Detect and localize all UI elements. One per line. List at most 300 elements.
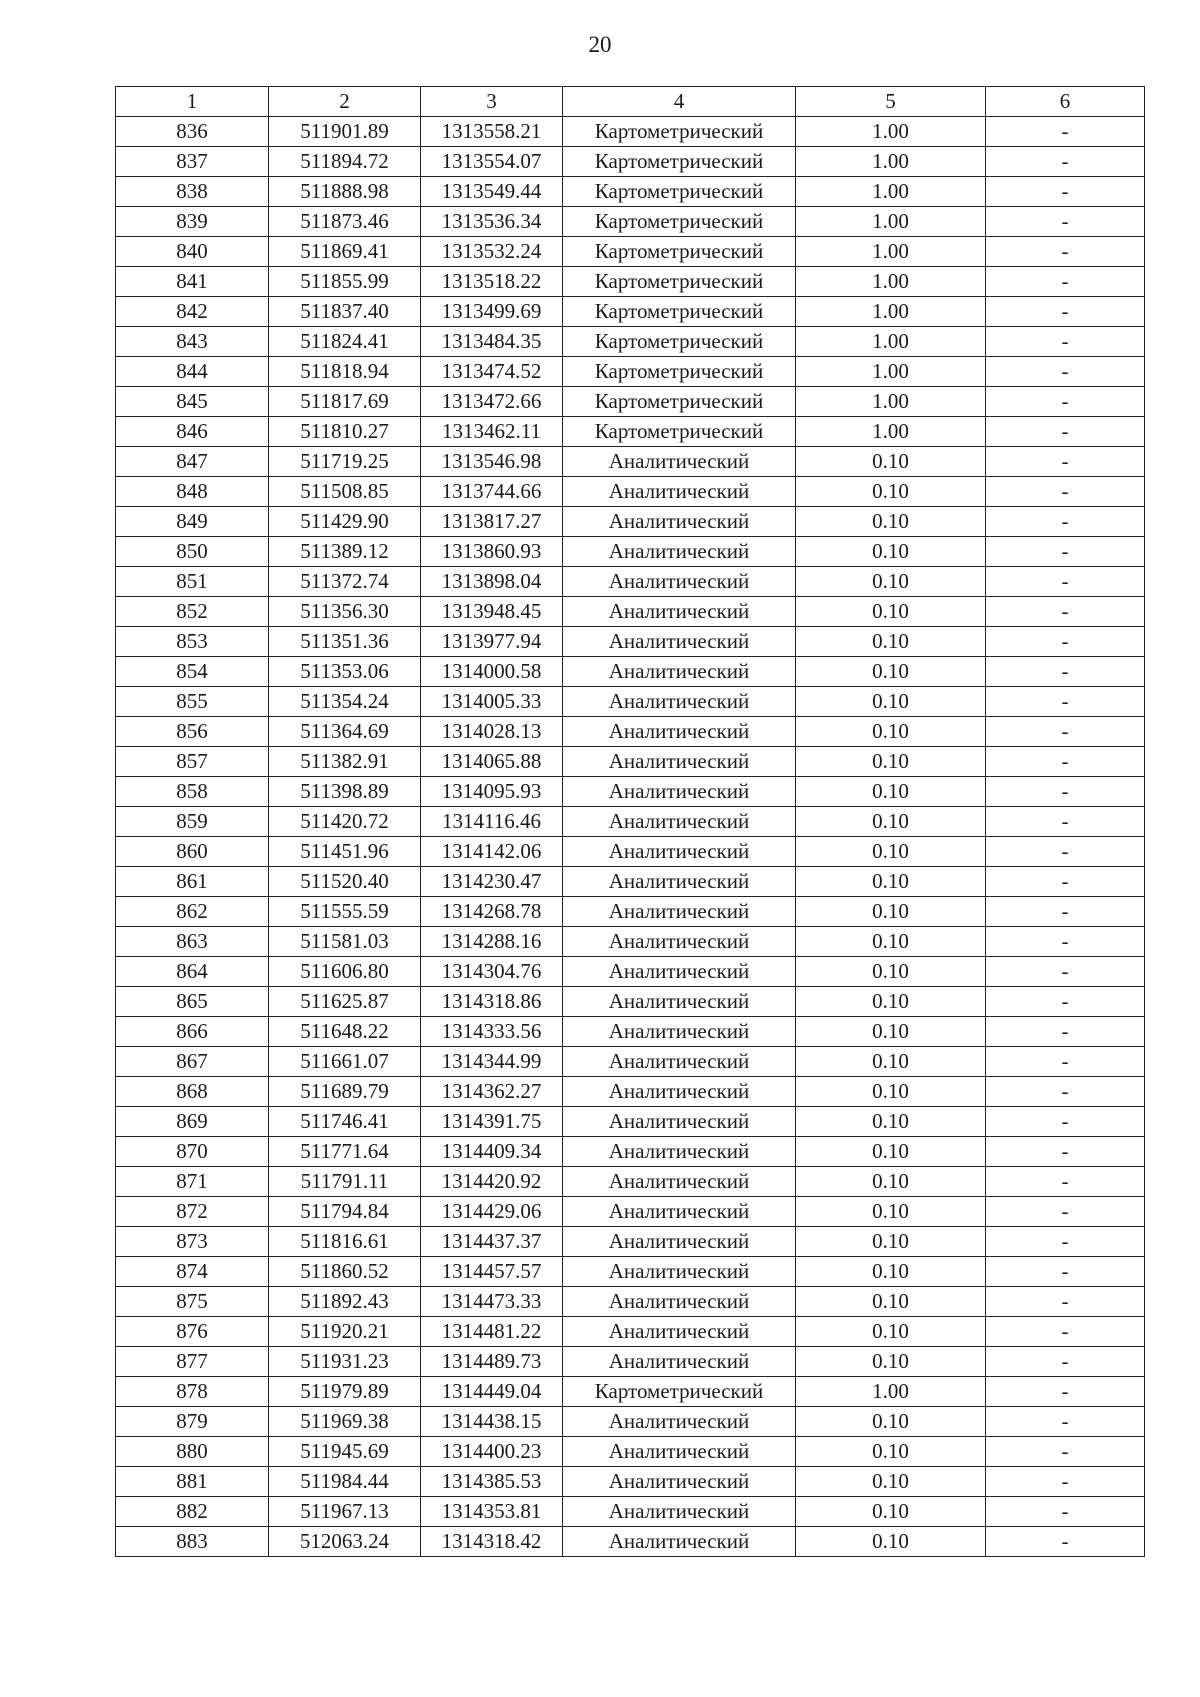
table-row [116,1167,1145,1197]
method-cell: Аналитический [563,1287,796,1317]
y-coordinate-cell: 1313744.66 [421,477,563,507]
table-row [116,867,1145,897]
accuracy-cell: 0.10 [796,1077,986,1107]
method-cell: Аналитический [563,747,796,777]
x-coordinate-cell: 511648.22 [269,1017,421,1047]
accuracy-cell: 0.10 [796,1167,986,1197]
table-row [116,1527,1145,1557]
note-cell: - [986,1017,1145,1047]
method-cell: Аналитический [563,477,796,507]
method-cell: Картометрический [563,147,796,177]
y-coordinate-cell: 1314065.88 [421,747,563,777]
point-number-cell: 876 [116,1317,269,1347]
note-cell: - [986,1317,1145,1347]
table-row [116,177,1145,207]
accuracy-cell: 0.10 [796,597,986,627]
x-coordinate-cell: 511364.69 [269,717,421,747]
point-number-cell: 846 [116,417,269,447]
accuracy-cell: 0.10 [796,957,986,987]
point-number-cell: 883 [116,1527,269,1557]
note-cell: - [986,1167,1145,1197]
accuracy-cell: 1.00 [796,327,986,357]
point-number-cell: 858 [116,777,269,807]
y-coordinate-cell: 1313499.69 [421,297,563,327]
x-coordinate-cell: 511791.11 [269,1167,421,1197]
note-cell: - [986,1227,1145,1257]
x-coordinate-cell: 511351.36 [269,627,421,657]
x-coordinate-cell: 511873.46 [269,207,421,237]
point-number-cell: 857 [116,747,269,777]
x-coordinate-cell: 511719.25 [269,447,421,477]
point-number-cell: 882 [116,1497,269,1527]
x-coordinate-cell: 511581.03 [269,927,421,957]
x-coordinate-cell: 511555.59 [269,897,421,927]
y-coordinate-cell: 1313948.45 [421,597,563,627]
accuracy-cell: 1.00 [796,387,986,417]
x-coordinate-cell: 511817.69 [269,387,421,417]
table-row [116,1197,1145,1227]
method-cell: Аналитический [563,1137,796,1167]
accuracy-cell: 0.10 [796,1347,986,1377]
y-coordinate-cell: 1313898.04 [421,567,563,597]
point-number-cell: 849 [116,507,269,537]
table-row [116,897,1145,927]
method-cell: Картометрический [563,117,796,147]
method-cell: Картометрический [563,1377,796,1407]
point-number-cell: 839 [116,207,269,237]
accuracy-cell: 0.10 [796,1467,986,1497]
accuracy-cell: 0.10 [796,1287,986,1317]
accuracy-cell: 0.10 [796,747,986,777]
table-header-row [116,87,1145,117]
method-cell: Аналитический [563,447,796,477]
x-coordinate-cell: 511398.89 [269,777,421,807]
note-cell: - [986,417,1145,447]
table-row [116,1437,1145,1467]
accuracy-cell: 0.10 [796,1407,986,1437]
x-coordinate-cell: 511818.94 [269,357,421,387]
x-coordinate-cell: 511606.80 [269,957,421,987]
y-coordinate-cell: 1314318.42 [421,1527,563,1557]
accuracy-cell: 0.10 [796,867,986,897]
y-coordinate-cell: 1314481.22 [421,1317,563,1347]
y-coordinate-cell: 1314489.73 [421,1347,563,1377]
table-row [116,987,1145,1017]
point-number-cell: 841 [116,267,269,297]
accuracy-cell: 0.10 [796,1137,986,1167]
y-coordinate-cell: 1313546.98 [421,447,563,477]
x-coordinate-cell: 511816.61 [269,1227,421,1257]
note-cell: - [986,1107,1145,1137]
accuracy-cell: 0.10 [796,1257,986,1287]
method-cell: Аналитический [563,1197,796,1227]
y-coordinate-cell: 1314142.06 [421,837,563,867]
x-coordinate-cell: 511824.41 [269,327,421,357]
accuracy-cell: 1.00 [796,297,986,327]
table-row [116,1467,1145,1497]
table-row [116,597,1145,627]
accuracy-cell: 1.00 [796,117,986,147]
point-number-cell: 848 [116,477,269,507]
method-cell: Картометрический [563,357,796,387]
table-row [116,447,1145,477]
y-coordinate-cell: 1313462.11 [421,417,563,447]
note-cell: - [986,867,1145,897]
y-coordinate-cell: 1313532.24 [421,237,563,267]
point-number-cell: 860 [116,837,269,867]
accuracy-cell: 0.10 [796,1197,986,1227]
method-cell: Аналитический [563,1437,796,1467]
point-number-cell: 878 [116,1377,269,1407]
y-coordinate-cell: 1314116.46 [421,807,563,837]
point-number-cell: 863 [116,927,269,957]
note-cell: - [986,1377,1145,1407]
table-row [116,327,1145,357]
method-cell: Аналитический [563,1047,796,1077]
method-cell: Аналитический [563,867,796,897]
note-cell: - [986,1287,1145,1317]
x-coordinate-cell: 511945.69 [269,1437,421,1467]
note-cell: - [986,957,1145,987]
x-coordinate-cell: 511771.64 [269,1137,421,1167]
y-coordinate-cell: 1314438.15 [421,1407,563,1437]
point-number-cell: 872 [116,1197,269,1227]
x-coordinate-cell: 511894.72 [269,147,421,177]
point-number-cell: 856 [116,717,269,747]
method-cell: Аналитический [563,657,796,687]
table-body [116,117,1145,1557]
note-cell: - [986,717,1145,747]
point-number-cell: 847 [116,447,269,477]
point-number-cell: 850 [116,537,269,567]
method-cell: Аналитический [563,807,796,837]
page-number: 20 [588,32,612,57]
y-coordinate-cell: 1313484.35 [421,327,563,357]
table-row [116,1047,1145,1077]
method-cell: Аналитический [563,927,796,957]
point-number-cell: 875 [116,1287,269,1317]
x-coordinate-cell: 511984.44 [269,1467,421,1497]
table-row [116,777,1145,807]
y-coordinate-cell: 1314333.56 [421,1017,563,1047]
x-coordinate-cell: 511420.72 [269,807,421,837]
note-cell: - [986,267,1145,297]
y-coordinate-cell: 1314449.04 [421,1377,563,1407]
note-cell: - [986,327,1145,357]
y-coordinate-cell: 1314385.53 [421,1467,563,1497]
x-coordinate-cell: 511794.84 [269,1197,421,1227]
method-cell: Картометрический [563,177,796,207]
coordinates-table [115,86,1145,1557]
x-coordinate-cell: 511625.87 [269,987,421,1017]
note-cell: - [986,1347,1145,1377]
y-coordinate-cell: 1314457.57 [421,1257,563,1287]
method-cell: Аналитический [563,507,796,537]
x-coordinate-cell: 511382.91 [269,747,421,777]
y-coordinate-cell: 1314437.37 [421,1227,563,1257]
point-number-cell: 854 [116,657,269,687]
y-coordinate-cell: 1314318.86 [421,987,563,1017]
note-cell: - [986,1437,1145,1467]
table-row [116,1287,1145,1317]
method-cell: Картометрический [563,207,796,237]
note-cell: - [986,1047,1145,1077]
y-coordinate-cell: 1314000.58 [421,657,563,687]
point-number-cell: 844 [116,357,269,387]
x-coordinate-cell: 511892.43 [269,1287,421,1317]
method-cell: Аналитический [563,717,796,747]
note-cell: - [986,1497,1145,1527]
point-number-cell: 877 [116,1347,269,1377]
note-cell: - [986,927,1145,957]
y-coordinate-cell: 1313558.21 [421,117,563,147]
y-coordinate-cell: 1314288.16 [421,927,563,957]
table-row [116,837,1145,867]
table-row [116,1227,1145,1257]
x-coordinate-cell: 511508.85 [269,477,421,507]
column-header: 6 [986,87,1145,117]
y-coordinate-cell: 1314362.27 [421,1077,563,1107]
method-cell: Аналитический [563,957,796,987]
table-row [116,357,1145,387]
note-cell: - [986,477,1145,507]
x-coordinate-cell: 511931.23 [269,1347,421,1377]
note-cell: - [986,177,1145,207]
accuracy-cell: 0.10 [796,687,986,717]
method-cell: Аналитический [563,1257,796,1287]
method-cell: Картометрический [563,237,796,267]
method-cell: Аналитический [563,897,796,927]
accuracy-cell: 0.10 [796,927,986,957]
point-number-cell: 845 [116,387,269,417]
table-row [116,927,1145,957]
table-row [116,1107,1145,1137]
method-cell: Аналитический [563,777,796,807]
table-row [116,747,1145,777]
method-cell: Аналитический [563,1527,796,1557]
note-cell: - [986,207,1145,237]
method-cell: Картометрический [563,267,796,297]
note-cell: - [986,117,1145,147]
accuracy-cell: 1.00 [796,207,986,237]
table-row [116,567,1145,597]
accuracy-cell: 0.10 [796,987,986,1017]
method-cell: Картометрический [563,327,796,357]
point-number-cell: 881 [116,1467,269,1497]
table-row [116,1257,1145,1287]
point-number-cell: 868 [116,1077,269,1107]
x-coordinate-cell: 511901.89 [269,117,421,147]
accuracy-cell: 0.10 [796,1317,986,1347]
y-coordinate-cell: 1314268.78 [421,897,563,927]
method-cell: Аналитический [563,627,796,657]
x-coordinate-cell: 511689.79 [269,1077,421,1107]
accuracy-cell: 0.10 [796,717,986,747]
table-row [116,1017,1145,1047]
y-coordinate-cell: 1314095.93 [421,777,563,807]
point-number-cell: 870 [116,1137,269,1167]
accuracy-cell: 0.10 [796,627,986,657]
x-coordinate-cell: 511888.98 [269,177,421,207]
table-row [116,147,1145,177]
y-coordinate-cell: 1314344.99 [421,1047,563,1077]
note-cell: - [986,1077,1145,1107]
note-cell: - [986,1407,1145,1437]
note-cell: - [986,627,1145,657]
x-coordinate-cell: 511810.27 [269,417,421,447]
table-row [116,267,1145,297]
y-coordinate-cell: 1314304.76 [421,957,563,987]
accuracy-cell: 0.10 [796,477,986,507]
y-coordinate-cell: 1314230.47 [421,867,563,897]
accuracy-cell: 0.10 [796,1047,986,1077]
x-coordinate-cell: 511837.40 [269,297,421,327]
point-number-cell: 852 [116,597,269,627]
point-number-cell: 869 [116,1107,269,1137]
table-row [116,1317,1145,1347]
accuracy-cell: 0.10 [796,837,986,867]
table-row [116,627,1145,657]
note-cell: - [986,987,1145,1017]
accuracy-cell: 0.10 [796,807,986,837]
x-coordinate-cell: 511860.52 [269,1257,421,1287]
x-coordinate-cell: 511967.13 [269,1497,421,1527]
table-row [116,1347,1145,1377]
accuracy-cell: 0.10 [796,1497,986,1527]
method-cell: Картометрический [563,387,796,417]
note-cell: - [986,687,1145,717]
accuracy-cell: 0.10 [796,1107,986,1137]
table-row [116,807,1145,837]
accuracy-cell: 1.00 [796,177,986,207]
column-header: 1 [116,87,269,117]
point-number-cell: 836 [116,117,269,147]
y-coordinate-cell: 1314409.34 [421,1137,563,1167]
column-header: 3 [421,87,563,117]
method-cell: Аналитический [563,1227,796,1257]
table-row [116,1377,1145,1407]
method-cell: Аналитический [563,1167,796,1197]
note-cell: - [986,447,1145,477]
point-number-cell: 864 [116,957,269,987]
note-cell: - [986,1527,1145,1557]
y-coordinate-cell: 1313549.44 [421,177,563,207]
method-cell: Аналитический [563,837,796,867]
note-cell: - [986,1197,1145,1227]
accuracy-cell: 0.10 [796,657,986,687]
accuracy-cell: 1.00 [796,417,986,447]
method-cell: Аналитический [563,537,796,567]
accuracy-cell: 1.00 [796,1377,986,1407]
method-cell: Аналитический [563,567,796,597]
column-header: 2 [269,87,421,117]
x-coordinate-cell: 511372.74 [269,567,421,597]
x-coordinate-cell: 511746.41 [269,1107,421,1137]
point-number-cell: 840 [116,237,269,267]
method-cell: Аналитический [563,1317,796,1347]
note-cell: - [986,237,1145,267]
y-coordinate-cell: 1314028.13 [421,717,563,747]
accuracy-cell: 0.10 [796,1227,986,1257]
table-row [116,1497,1145,1527]
method-cell: Аналитический [563,1497,796,1527]
y-coordinate-cell: 1313518.22 [421,267,563,297]
note-cell: - [986,567,1145,597]
point-number-cell: 880 [116,1437,269,1467]
column-header: 4 [563,87,796,117]
y-coordinate-cell: 1313977.94 [421,627,563,657]
method-cell: Аналитический [563,597,796,627]
x-coordinate-cell: 511356.30 [269,597,421,627]
point-number-cell: 853 [116,627,269,657]
note-cell: - [986,297,1145,327]
x-coordinate-cell: 511855.99 [269,267,421,297]
point-number-cell: 842 [116,297,269,327]
point-number-cell: 867 [116,1047,269,1077]
table-row [116,207,1145,237]
note-cell: - [986,387,1145,417]
x-coordinate-cell: 511389.12 [269,537,421,567]
y-coordinate-cell: 1314353.81 [421,1497,563,1527]
x-coordinate-cell: 511451.96 [269,837,421,867]
accuracy-cell: 1.00 [796,237,986,267]
y-coordinate-cell: 1313817.27 [421,507,563,537]
note-cell: - [986,777,1145,807]
table-row [116,117,1145,147]
table-row [116,957,1145,987]
note-cell: - [986,1257,1145,1287]
accuracy-cell: 0.10 [796,777,986,807]
y-coordinate-cell: 1313474.52 [421,357,563,387]
x-coordinate-cell: 512063.24 [269,1527,421,1557]
accuracy-cell: 0.10 [796,567,986,597]
method-cell: Аналитический [563,1467,796,1497]
point-number-cell: 838 [116,177,269,207]
note-cell: - [986,537,1145,567]
table-row [116,477,1145,507]
note-cell: - [986,807,1145,837]
method-cell: Аналитический [563,1017,796,1047]
method-cell: Аналитический [563,987,796,1017]
point-number-cell: 843 [116,327,269,357]
point-number-cell: 879 [116,1407,269,1437]
point-number-cell: 873 [116,1227,269,1257]
accuracy-cell: 0.10 [796,1527,986,1557]
table-row [116,687,1145,717]
note-cell: - [986,897,1145,927]
accuracy-cell: 0.10 [796,1437,986,1467]
table-row [116,1137,1145,1167]
note-cell: - [986,1137,1145,1167]
x-coordinate-cell: 511979.89 [269,1377,421,1407]
method-cell: Картометрический [563,417,796,447]
method-cell: Аналитический [563,1347,796,1377]
point-number-cell: 862 [116,897,269,927]
accuracy-cell: 0.10 [796,507,986,537]
point-number-cell: 865 [116,987,269,1017]
table-row [116,237,1145,267]
x-coordinate-cell: 511920.21 [269,1317,421,1347]
method-cell: Аналитический [563,687,796,717]
x-coordinate-cell: 511429.90 [269,507,421,537]
method-cell: Аналитический [563,1407,796,1437]
note-cell: - [986,837,1145,867]
point-number-cell: 871 [116,1167,269,1197]
column-header: 5 [796,87,986,117]
accuracy-cell: 1.00 [796,357,986,387]
table-row [116,507,1145,537]
note-cell: - [986,1467,1145,1497]
